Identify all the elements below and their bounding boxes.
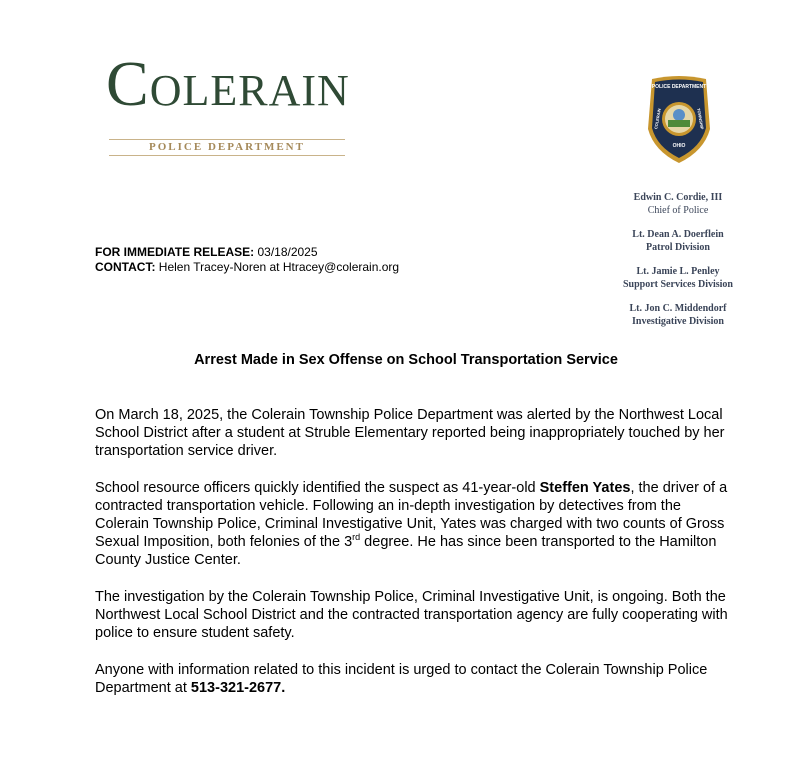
contact-label: CONTACT:	[95, 260, 156, 274]
staff-title: Investigative Division	[632, 315, 724, 327]
staff-name: Edwin C. Cordie, III	[633, 192, 723, 203]
contact-phone: 513-321-2677.	[190, 680, 286, 696]
logo-wordmark	[106, 48, 350, 119]
staff-directory	[590, 192, 766, 340]
staff-name: Lt. Dean A. Doerflein	[632, 229, 724, 240]
staff-title: Support Services Division	[622, 278, 733, 290]
badge-text-right: TOWNSHIP	[696, 107, 705, 130]
release-label: FOR IMMEDIATE RELEASE:	[95, 245, 255, 259]
contact-line	[95, 260, 399, 275]
staff-name: Lt. Jon C. Middendorf	[629, 303, 727, 314]
logo-rest: OLERAIN	[149, 66, 350, 115]
body-text: , the driver of a contracted transportation vehicle. Following an in-depth investigation by detectives from the Colerain Township Police, Criminal Investigative Unit, Yates was charged with two counts of Gross Sexual Imposition, both felonies of the 3	[95, 480, 728, 550]
release-date-line	[95, 245, 399, 260]
staff-title: Patrol Division	[646, 241, 710, 253]
release-date: 03/18/2025	[257, 245, 318, 259]
body-text: School resource officers quickly identified the suspect as 41-year-old	[95, 480, 540, 496]
suspect-name: Steffen Yates	[539, 480, 631, 496]
staff-entry	[590, 303, 766, 328]
staff-entry	[590, 266, 766, 291]
logo-initial: C	[106, 48, 150, 119]
ordinal-suffix: rd	[352, 532, 361, 543]
staff-title: Chief of Police	[647, 204, 709, 216]
badge-text-top: POLICE DEPARTMENT	[651, 84, 707, 90]
body-paragraph	[95, 479, 735, 569]
contact-value: Helen Tracey-Noren at Htracey@colerain.org	[158, 260, 400, 274]
badge-text-bottom: OHIO	[672, 143, 686, 149]
logo-rule-bottom	[109, 155, 345, 156]
colerain-logo	[106, 48, 350, 156]
body-text: Anyone with information related to this incident is urged to contact the Colerain Township Police Department at	[95, 662, 708, 696]
police-badge-icon	[644, 73, 714, 165]
staff-entry	[590, 229, 766, 254]
body-text: degree. He has since been transported to the Hamilton County Justice Center.	[95, 534, 717, 568]
staff-entry	[590, 192, 766, 217]
body-paragraph	[95, 661, 735, 697]
logo-subtitle: POLICE DEPARTMENT	[149, 141, 305, 153]
body-paragraph: The investigation by the Colerain Township Police, Criminal Investigative Unit, is ongoing. Both the Northwest Local School District and the contracted transportation agency are fully cooperating with police to ensure student safety.	[95, 589, 728, 641]
press-release-body	[95, 406, 735, 716]
body-paragraph: On March 18, 2025, the Colerain Township Police Department was alerted by the Northwest Local School District after a student at Struble Elementary reported being inappropriately touched by her transportation service driver.	[95, 407, 725, 459]
press-release-headline: Arrest Made in Sex Offense on School Transportation Service	[194, 352, 618, 368]
staff-name: Lt. Jamie L. Penley	[636, 266, 720, 277]
badge-text-left: COLERAIN	[653, 108, 662, 130]
release-info	[95, 245, 399, 275]
